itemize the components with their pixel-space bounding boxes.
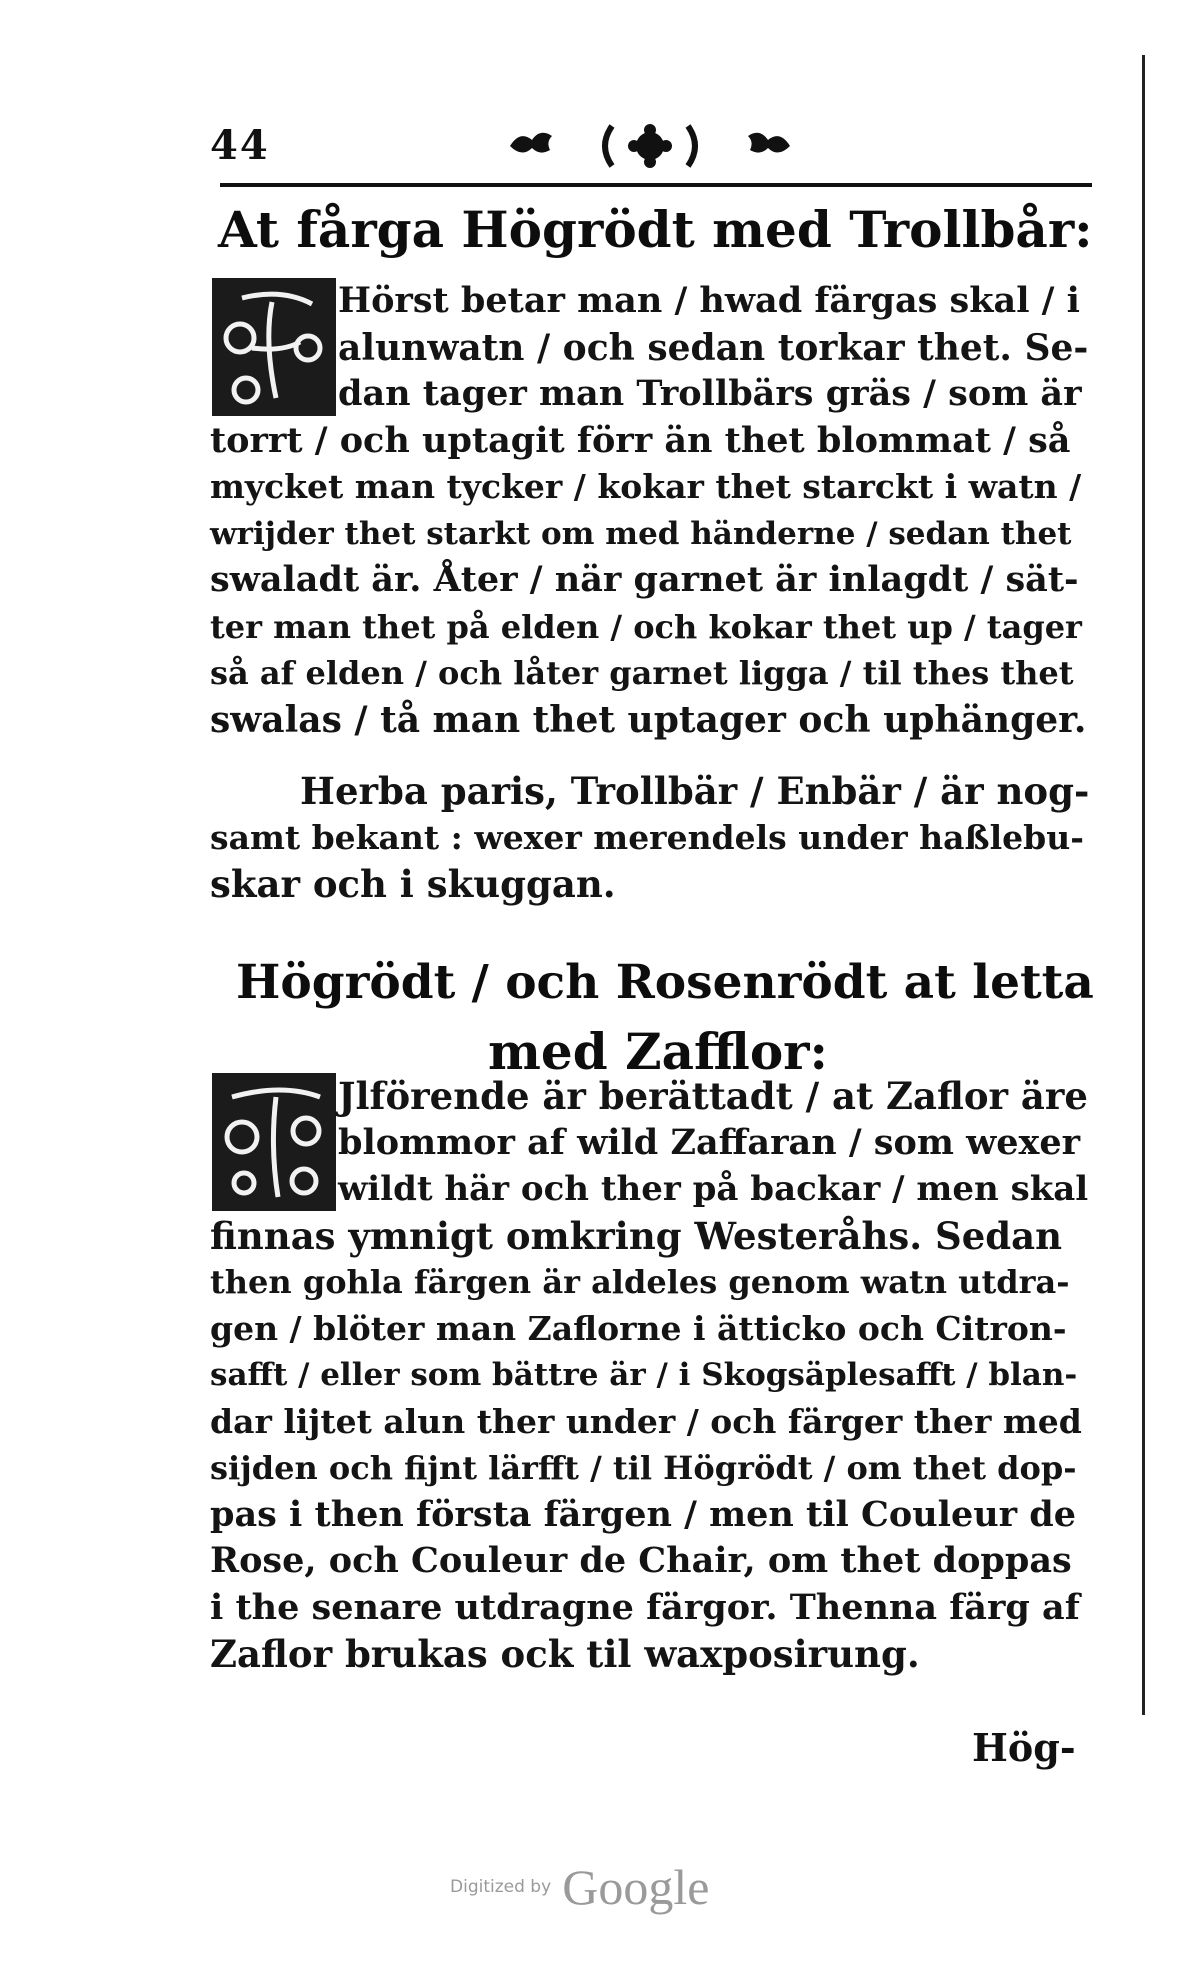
section-1-note <box>210 768 1090 908</box>
text-line: swaladt är. Åter / när garnet är inlagdt / sät- <box>210 559 1079 600</box>
header-ornament-icon <box>500 118 800 174</box>
text-line: wrijder thet starkt om med händerne / sedan thet <box>210 515 1072 552</box>
digitized-by-watermark <box>450 1858 709 1916</box>
section-1-body <box>210 278 1090 743</box>
text-line: Jlförende är berättadt / at Zaflor äre <box>338 1074 1088 1118</box>
header-rule <box>220 183 1092 187</box>
running-header <box>210 122 1090 182</box>
text-line: torrt / och uptagit förr än thet blommat / så <box>210 419 1071 461</box>
text-line: finnas ymnigt omkring Westeråhs. Sedan <box>210 1213 1063 1258</box>
text-line: pas i then första färgen / men til Couleur de <box>210 1493 1077 1535</box>
page-edge-rule <box>1142 55 1145 1715</box>
catchword: Hög- <box>972 1725 1076 1770</box>
digitized-label: Digitized by <box>450 1877 552 1897</box>
text-line: i the senare utdragne färgor. Thenna färg af <box>210 1586 1080 1628</box>
text-line: ter man thet på elden / och kokar thet up / tager <box>210 607 1082 646</box>
section-heading-2-continued: med Zafflor: <box>488 1022 828 1081</box>
section-2-body <box>210 1073 1090 1678</box>
section-heading-2: Högrödt / och Rosenrödt at letta <box>236 955 1094 1010</box>
text-line: dar lijtet alun ther under / och färger ther med <box>210 1401 1082 1441</box>
text-line: sijden och fijnt lärfft / til Högrödt / om thet dop- <box>210 1449 1077 1487</box>
google-logo-text: Google <box>562 1859 710 1915</box>
text-line: så af elden / och låter garnet ligga / til thes thet <box>210 654 1074 692</box>
text-line: safft / eller som bättre är / i Skogsäplesafft / blan- <box>210 1357 1078 1393</box>
text-line: Rose, och Couleur de Chair, om thet doppas <box>210 1540 1072 1581</box>
text-line: skar och i skuggan. <box>210 862 616 906</box>
text-line: swalas / tå man thet uptager och uphänger. <box>210 698 1087 741</box>
text-line: dan tager man Trollbärs gräs / som är <box>338 373 1082 414</box>
text-line: Zaflor brukas ock til waxposirung. <box>210 1632 920 1676</box>
text-line: blommor af wild Zaffaran / som wexer <box>338 1121 1081 1163</box>
section-heading-1: At fårga Högrödt med Trollbår: <box>218 200 1093 259</box>
text-line: gen / blöter man Zaflorne i ätticko och Citron- <box>210 1308 1067 1348</box>
text-line: mycket man tycker / kokar thet starckt i watn / <box>210 467 1082 506</box>
text-line: wildt här och ther på backar / men skal <box>338 1169 1089 1209</box>
text-line: Herba paris, Trollbär / Enbär / är nog- <box>300 769 1090 813</box>
page-number: 44 <box>210 122 270 169</box>
text-line: then gohla färgen är aldeles genom watn utdra- <box>210 1263 1070 1301</box>
text-line: samt bekant : wexer merendels under haßlebu- <box>210 817 1084 857</box>
text-line: Hörst betar man / hwad färgas skal / i <box>338 280 1080 321</box>
text-line: alunwatn / och sedan torkar thet. Se- <box>338 326 1089 369</box>
